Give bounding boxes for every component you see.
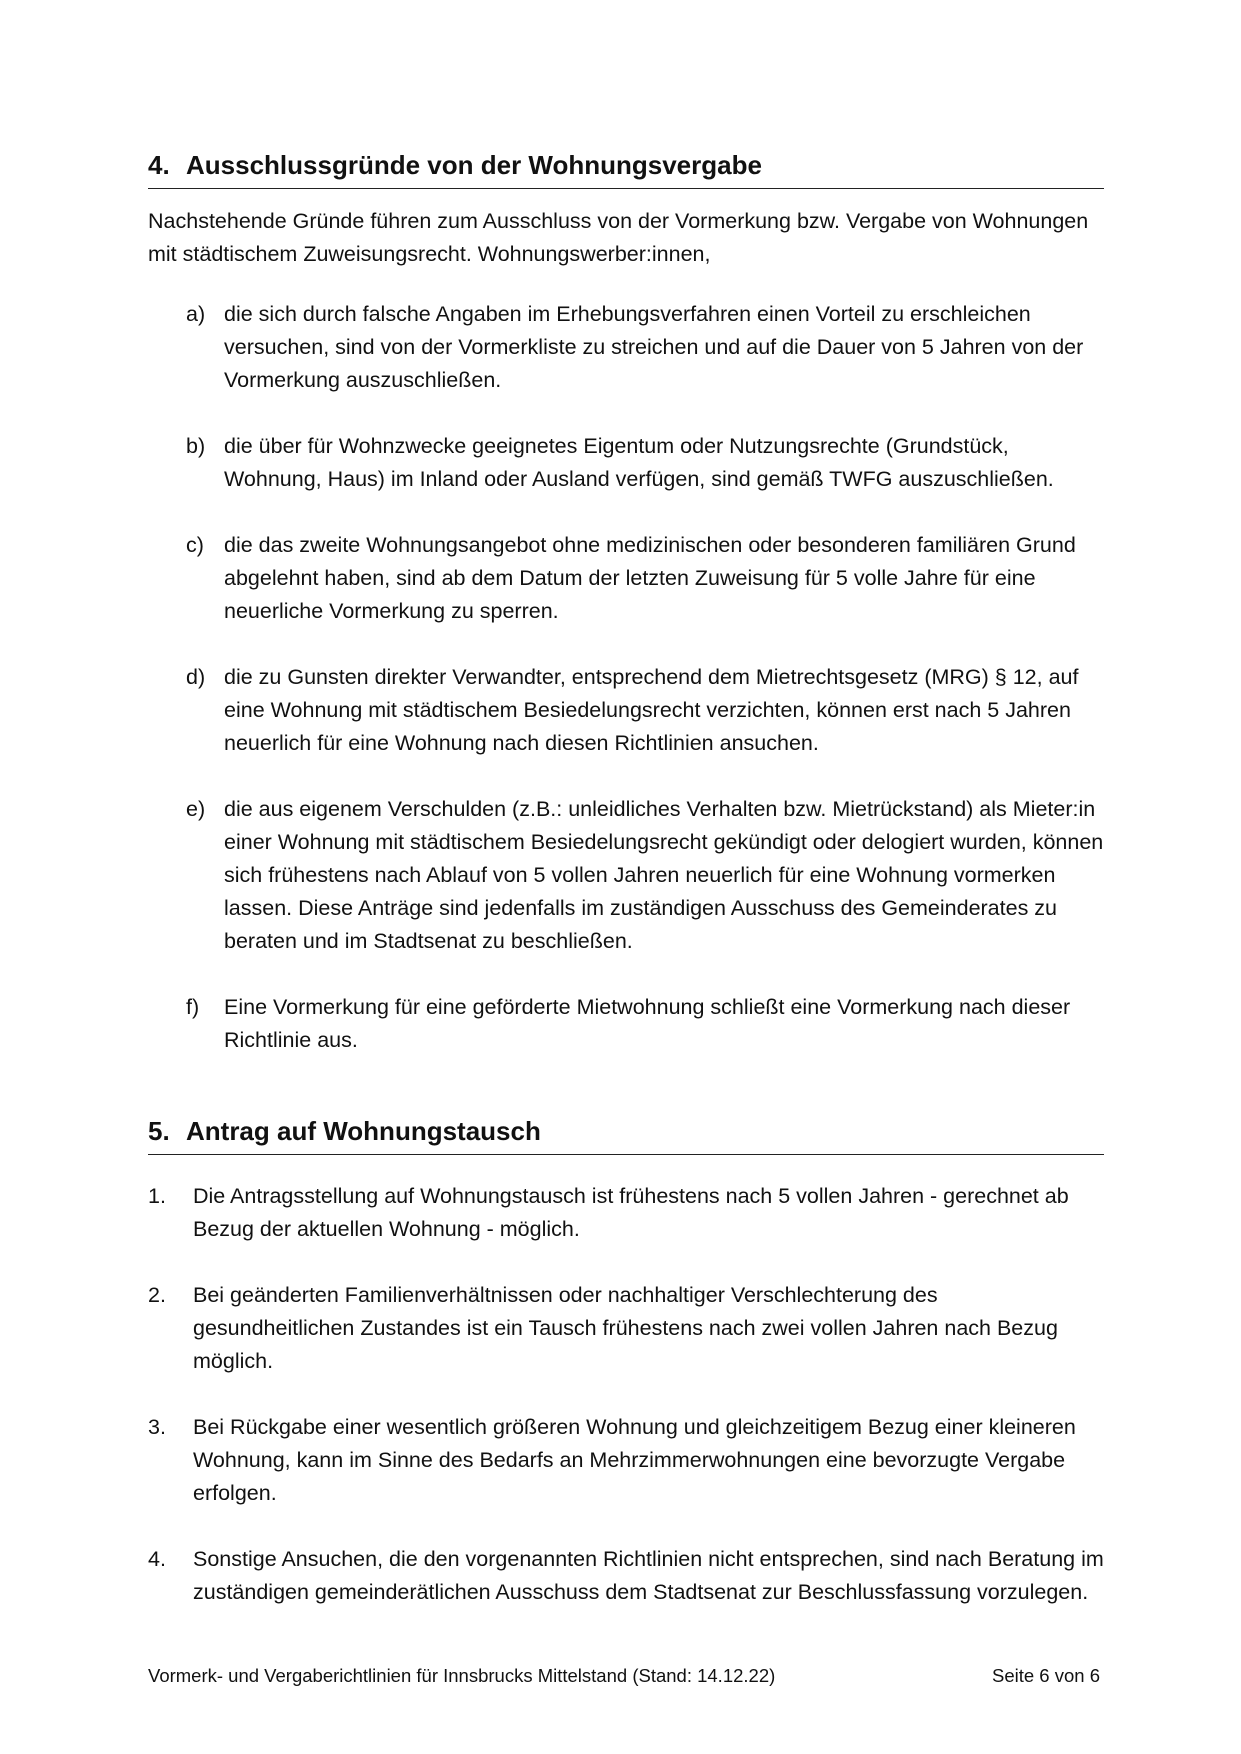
list-marker: 2. [148,1283,166,1307]
list-marker: 4. [148,1547,166,1571]
section-4-list [148,298,1104,1090]
list-marker: e) [186,797,206,821]
list-item-text: Bei Rückgabe einer wesentlich größeren Wohnung und gleichzeitigem Bezug einer kleineren Wohnung, kann im Sinne des Bedarfs an Mehrzimmerwohnungen eine bevorzugte Vergabe erfolgen. [193,1415,1076,1505]
document-page [148,0,1104,1754]
list-item-text: die das zweite Wohnungsangebot ohne medizinischen oder besonderen familiären Grund abgelehnt haben, sind ab dem Datum der letzten Zuweisung für 5 volle Jahre für eine neuerliche Vormerkung zu sperren. [224,533,1076,623]
list-item-text: Sonstige Ansuchen, die den vorgenannten Richtlinien nicht entsprechen, sind nach Beratung im zuständigen gemeinderätlichen Ausschuss dem Stadtsenat zur Beschlussfassung vorzulegen. [193,1547,1104,1604]
list-item-text: die aus eigenem Verschulden (z.B.: unleidliches Verhalten bzw. Mietrückstand) als Mieter:in einer Wohnung mit städtischem Besiedelungsrecht gekündigt oder delogiert wurden, können sich frühestens nach Ablauf von 5 vollen Jahren neuerlich für eine Wohnung vormerken lassen. Diese Anträge sind jedenfalls im zuständigen Ausschuss des Gemeinderates zu beraten und im Stadtsenat zu beschließen. [224,797,1104,953]
page-footer [148,1664,1104,1688]
list-item-text: Bei geänderten Familienverhältnissen oder nachhaltiger Verschlechterung des gesundheitlichen Zustandes ist ein Tausch frühestens nach zwei vollen Jahren nach Bezug möglich. [193,1283,1058,1373]
list-marker: b) [186,434,206,458]
list-item [148,529,1104,628]
list-item-text: die zu Gunsten direkter Verwandter, entsprechend dem Mietrechtsgesetz (MRG) § 12, auf eine Wohnung mit städtischem Besiedelungsrecht verzichten, können erst nach 5 Jahren neuerlich für eine Wohnung nach diesen Richtlinien ansuchen. [224,665,1079,755]
list-item-text: Die Antragsstellung auf Wohnungstausch ist frühestens nach 5 vollen Jahren - gerechnet ab Bezug der aktuellen Wohnung - möglich. [193,1184,1069,1241]
list-item [148,1279,1104,1378]
list-marker: a) [186,302,206,326]
list-item [148,1180,1104,1246]
list-item [148,298,1104,397]
list-item [148,991,1104,1057]
section-5-list [148,1180,1104,1642]
list-marker: c) [186,533,204,557]
list-item [148,430,1104,496]
list-item [148,661,1104,760]
section-4-number: 4. [148,150,170,180]
list-marker: 1. [148,1184,166,1208]
section-5-number: 5. [148,1116,170,1146]
list-item [148,793,1104,958]
section-5-title: Antrag auf Wohnungstausch [186,1116,541,1146]
page-number: Seite 6 von 6 [992,1665,1100,1686]
section-4-title: Ausschlussgründe von der Wohnungsvergabe [186,150,762,180]
list-marker: 3. [148,1415,166,1439]
section-5-heading [148,1114,1104,1155]
list-item-text: Eine Vormerkung für eine geförderte Mietwohnung schließt eine Vormerkung nach dieser Richtlinie aus. [224,995,1071,1052]
list-item [148,1543,1104,1609]
section-4-intro: Nachstehende Gründe führen zum Ausschluss von der Vormerkung bzw. Vergabe von Wohnungen mit städtischem Zuweisungsrecht. Wohnungswerber:innen, [148,209,1089,266]
list-marker: d) [186,665,206,689]
section-4-heading [148,148,1104,189]
list-item-text: die sich durch falsche Angaben im Erhebungsverfahren einen Vorteil zu erschleichen versuchen, sind von der Vormerkliste zu streichen und auf die Dauer von 5 Jahren von der Vormerkung auszuschließen. [224,302,1084,392]
list-item-text: die über für Wohnzwecke geeignetes Eigentum oder Nutzungsrechte (Grundstück, Wohnung, Haus) im Inland oder Ausland verfügen, sind gemäß TWFG auszuschließen. [224,434,1054,491]
footer-document-title: Vormerk- und Vergaberichtlinien für Innsbrucks Mittelstand (Stand: 14.12.22) [148,1665,776,1686]
list-marker: f) [186,995,200,1019]
list-item [148,1411,1104,1510]
